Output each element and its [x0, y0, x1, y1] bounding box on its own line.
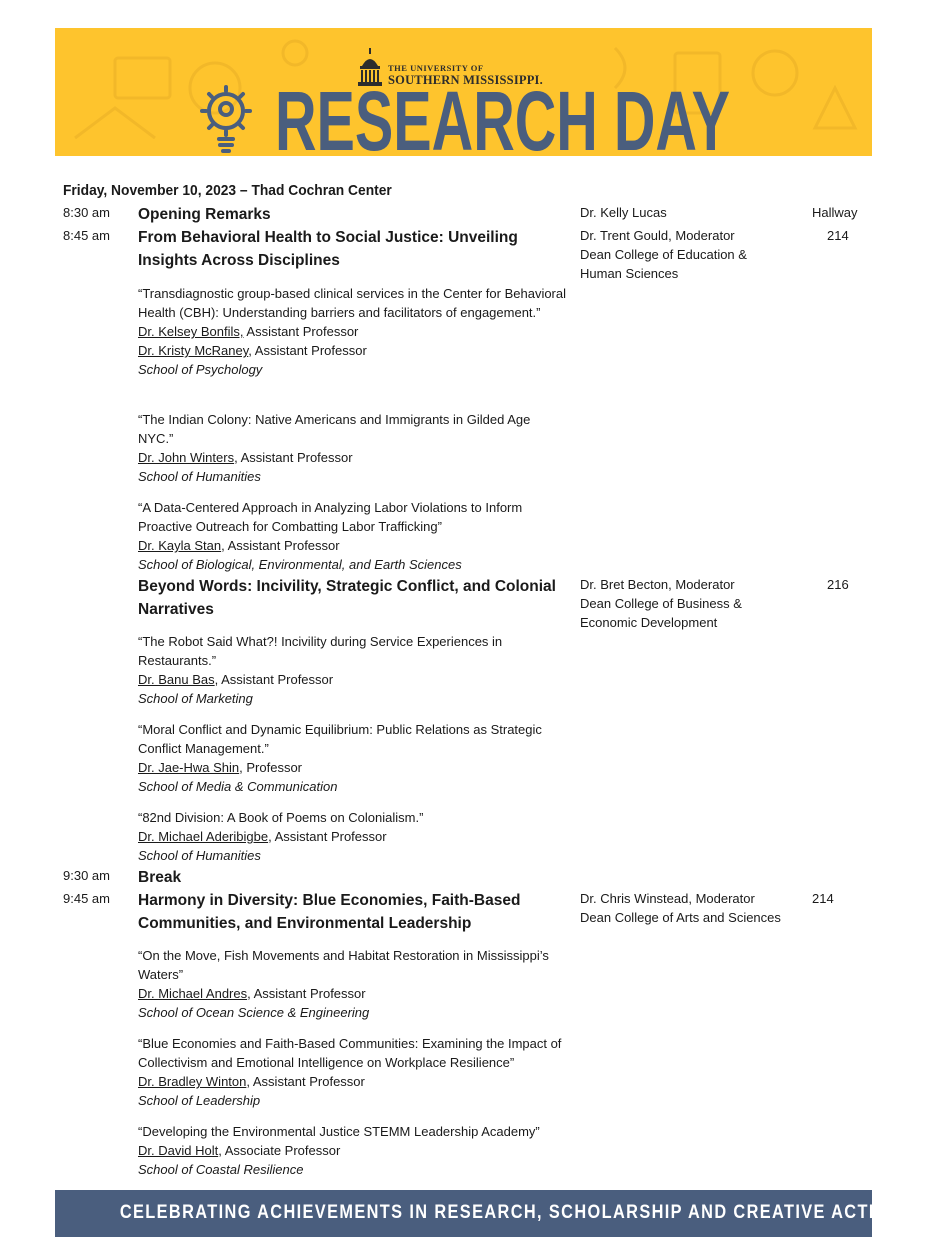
session-host-line: Dr. Kelly Lucas: [580, 205, 667, 220]
presenter-name: Dr. Michael Aderibigbe: [138, 829, 269, 844]
presenter-role: , Assistant Professor: [248, 343, 367, 358]
presenter: [138, 670, 568, 689]
presentation: [138, 498, 568, 574]
session-room: 214: [827, 228, 849, 243]
presenter-name: Dr. John Winters: [138, 450, 235, 465]
presenter-role: , Assistant Professor: [268, 829, 387, 844]
presentation: [138, 410, 568, 486]
presenter: [138, 984, 568, 1003]
presentation: [138, 1122, 568, 1179]
header-banner: [55, 28, 872, 156]
presentation-title: “Transdiagnostic group-based clinical services in the Center for Behavioral Health (CBH): Understanding barriers and facilitators of engagement.”: [138, 286, 567, 320]
moderator-name: Dr. Bret Becton, Moderator: [580, 577, 735, 592]
university-name-line1: THE UNIVERSITY OF: [388, 63, 484, 73]
lightbulb-gear-icon: [200, 85, 252, 155]
research-day-title-text: RESEARCH DAY: [275, 78, 730, 156]
session-room: 214: [812, 891, 834, 906]
presenter: [138, 827, 568, 846]
presenter: [138, 1072, 568, 1091]
presenter: [138, 536, 568, 555]
presentation-title: “The Indian Colony: Native Americans and Immigrants in Gilded Age NYC.”: [138, 412, 531, 446]
presentation-title: “On the Move, Fish Movements and Habitat Restoration in Mississippi’s Waters”: [138, 948, 549, 982]
presenter-name: Dr. Kayla Stan: [138, 538, 222, 553]
presenter-role: , Assistant Professor: [247, 986, 366, 1001]
presenter-school: School of Humanities: [138, 469, 261, 484]
presentation-title: “Developing the Environmental Justice STEMM Leadership Academy”: [138, 1124, 540, 1139]
presenter-name: Dr. Kristy McRaney: [138, 343, 249, 358]
session-time: 9:45 am: [63, 891, 110, 906]
presenter: [138, 758, 568, 777]
presenter-name: Dr. Bradley Winton: [138, 1074, 247, 1089]
presenter-school: School of Psychology: [138, 362, 263, 377]
moderator-title: Economic Development: [580, 615, 718, 630]
presenter: [138, 341, 568, 360]
session-moderator: [580, 226, 800, 283]
moderator-name: Dr. Chris Winstead, Moderator: [580, 891, 755, 906]
presenter-school: School of Coastal Resilience: [138, 1162, 304, 1177]
presenter-school: School of Marketing: [138, 691, 253, 706]
presentation-title: “Moral Conflict and Dynamic Equilibrium: Public Relations as Strategic Conflict Management.”: [138, 722, 542, 756]
moderator-title: Human Sciences: [580, 266, 679, 281]
moderator-title: Dean College of Education &: [580, 247, 747, 262]
presenter-name: Dr. David Holt: [138, 1143, 219, 1158]
session-room: 216: [827, 577, 849, 592]
presenter-school: School of Ocean Science & Engineering: [138, 1005, 370, 1020]
presenter: [138, 322, 568, 341]
presentation: [138, 284, 568, 379]
presentation-title: “The Robot Said What?! Incivility during Service Experiences in Restaurants.”: [138, 634, 503, 668]
presentation-title: “A Data-Centered Approach in Analyzing Labor Violations to Inform Proactive Outreach for Combatting Labor Trafficking”: [138, 500, 523, 534]
presentation-title: “82nd Division: A Book of Poems on Colonialism.”: [138, 810, 424, 825]
presentation: [138, 946, 568, 1022]
presenter-name: Dr. Jae-Hwa Shin: [138, 760, 240, 775]
presentation: [138, 720, 568, 796]
event-date-location: Friday, November 10, 2023 – Thad Cochran Center: [63, 182, 392, 199]
presenter-school: School of Media & Communication: [138, 779, 338, 794]
presenter-role: , Professor: [239, 760, 303, 775]
session-title: From Behavioral Health to Social Justice: Unveiling Insights Across Disciplines: [138, 229, 518, 269]
session-moderator: [580, 889, 800, 927]
session-title: Beyond Words: Incivility, Strategic Conflict, and Colonial Narratives: [138, 578, 556, 618]
presenter-school: School of Humanities: [138, 848, 261, 863]
session-time: 8:30 am: [63, 205, 110, 220]
footer-banner: [55, 1190, 917, 1237]
moderator-name: Dr. Trent Gould, Moderator: [580, 228, 735, 243]
presenter-role: , Assistant Professor: [246, 1074, 365, 1089]
presentation: [138, 632, 568, 708]
session-moderator: [580, 575, 800, 632]
presenter-role: , Assistant Professor: [234, 450, 353, 465]
presentation: [138, 808, 568, 865]
presenter-school: School of Leadership: [138, 1093, 261, 1108]
session-title: Opening Remarks: [138, 206, 271, 223]
session-time: 9:30 am: [63, 868, 110, 883]
presenter-role: , Assistant Professor: [214, 672, 334, 687]
presenter-name: Dr. Banu Bas: [138, 672, 215, 687]
moderator-title: Dean College of Business &: [580, 596, 742, 611]
session-title: Break: [138, 869, 182, 886]
session-host: [580, 203, 800, 222]
presenter: [138, 448, 568, 467]
presenter-role: , Associate Professor: [218, 1143, 341, 1158]
presenter-name: Dr. Michael Andres: [138, 986, 248, 1001]
presenter-role: , Assistant Professor: [221, 538, 340, 553]
presenter-role: Assistant Professor: [243, 324, 359, 339]
research-day-title: [275, 78, 735, 156]
session-time: 8:45 am: [63, 228, 110, 243]
presentation: [138, 1034, 568, 1110]
presenter: [138, 1141, 568, 1160]
moderator-title: Dean College of Arts and Sciences: [580, 910, 781, 925]
presenter-school: School of Biological, Environmental, and Earth Sciences: [138, 557, 462, 572]
session-title: Harmony in Diversity: Blue Economies, Faith-Based Communities, and Environmental Leadership: [138, 892, 521, 932]
footer-tagline: CELEBRATING ACHIEVEMENTS IN RESEARCH, SCHOLARSHIP AND CREATIVE ACTIVITY: [119, 1202, 917, 1223]
presenter-name: Dr. Kelsey Bonfils,: [138, 324, 244, 339]
presentation-title: “Blue Economies and Faith-Based Communities: Examining the Impact of Collectivism and Emotional Intelligence on Workplace Resilience”: [138, 1036, 562, 1070]
university-name-line2: SOUTHERN MISSISSIPPI.: [388, 73, 543, 87]
session-room: Hallway: [812, 205, 858, 220]
